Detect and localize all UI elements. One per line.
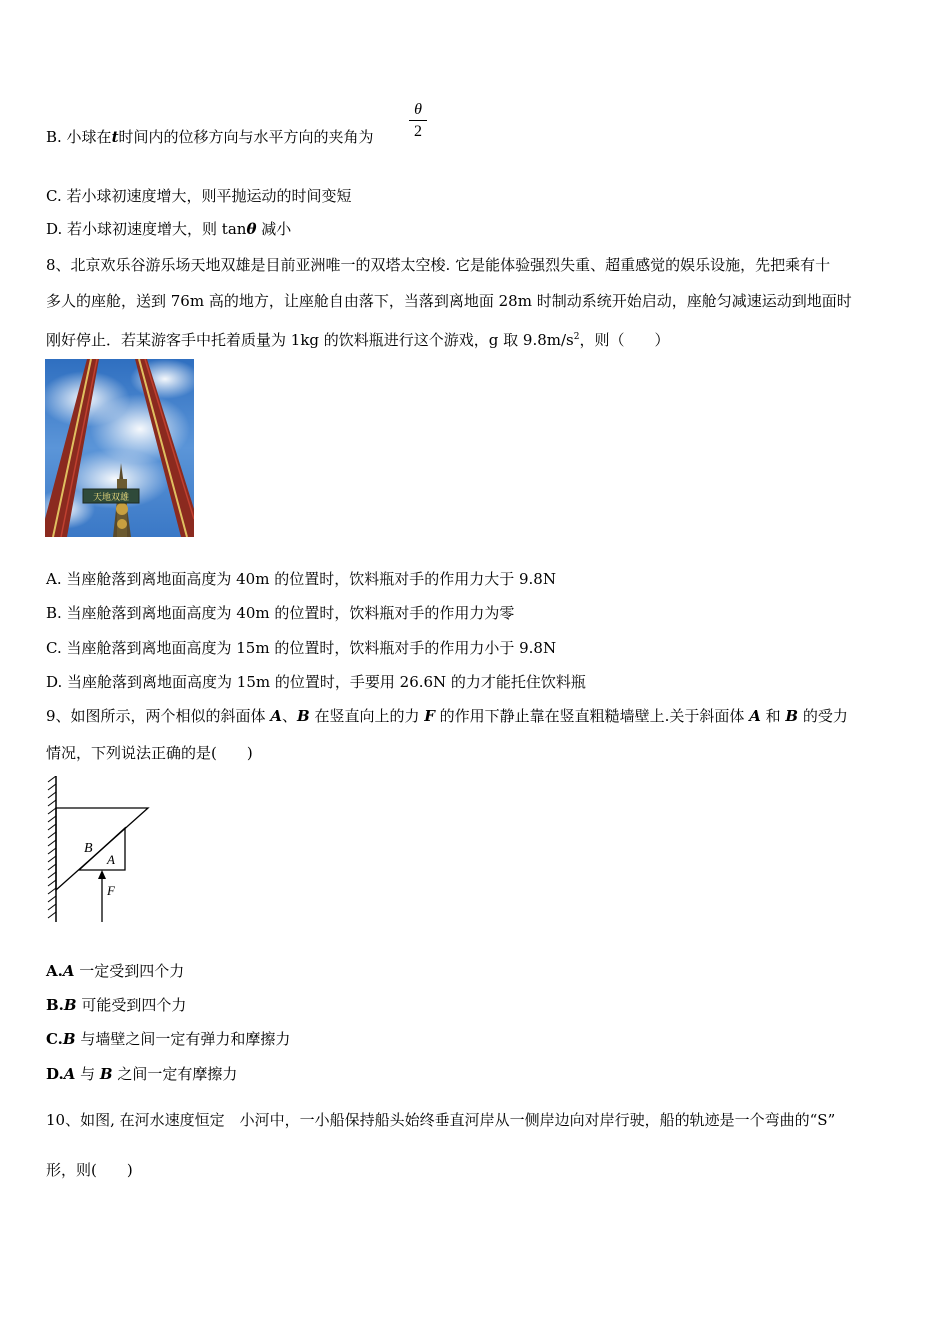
q7-option-b: B. 小球在t时间内的位移方向与水平方向的夹角为 xyxy=(46,128,374,146)
label-f: F xyxy=(107,883,115,898)
q9-option-a: A.A 一定受到四个力 xyxy=(46,962,185,980)
q7-option-d: D. 若小球初速度增大，则 tanθ 减小 xyxy=(46,220,292,238)
q8-option-d: D. 当座舱落到离地面高度为 15m 的位置时，手要用 26.6N 的力才能托住饮料瓶 xyxy=(46,673,586,691)
q9-option-b: B.B 可能受到四个力 xyxy=(46,996,187,1014)
q9-stem-line2: 情况，下列说法正确的是( ) xyxy=(46,744,253,762)
q9-stem-line1: 9、如图所示，两个相似的斜面体 A、B 在竖直向上的力 F 的作用下静止靠在竖直粗糙墙壁上.关于斜面体 A 和 B 的受力 xyxy=(46,707,848,725)
q8-option-c: C. 当座舱落到离地面高度为 15m 的位置时，饮料瓶对手的作用力小于 9.8N xyxy=(46,639,557,657)
q7-option-c: C. 若小球初速度增大，则平抛运动的时间变短 xyxy=(46,187,352,205)
q8-stem-line1: 8、北京欢乐谷游乐场天地双雄是目前亚洲唯一的双塔太空梭. 它是能体验强烈失重、超重感觉的娱乐设施，先把乘有十 xyxy=(46,256,831,274)
q8-stem-line2: 多人的座舱，送到 76m 高的地方，让座舱自由落下，当落到离地面 28m 时制动系统开始启动，座舱匀减速运动到地面时 xyxy=(46,292,852,310)
q9-option-c: C.B 与墙壁之间一定有弹力和摩擦力 xyxy=(46,1030,291,1048)
label-a: A xyxy=(107,852,115,867)
q8-stem-line3: 刚好停止．若某游客手中托着质量为 1kg 的饮料瓶进行这个游戏，g 取 $9.8m/s^2$，则（ ） xyxy=(46,331,670,349)
q8-option-b: B. 当座舱落到离地面高度为 40m 的位置时，饮料瓶对手的作用力为零 xyxy=(46,604,515,622)
wedge-diagram xyxy=(44,776,164,930)
label-b: B xyxy=(84,841,93,856)
sign-text: 天地双雄 xyxy=(92,493,130,503)
fraction-theta-over-2: $\frac{\theta}{2}$ xyxy=(409,100,427,143)
drop-tower-photo xyxy=(45,359,194,537)
q9-option-d: D.A 与 B 之间一定有摩擦力 xyxy=(46,1065,238,1083)
q10-stem-line2: 形，则( ) xyxy=(46,1161,133,1179)
q10-stem-line1: 10、如图, 在河水速度恒定 小河中，一小船保持船头始终垂直河岸从一侧岸边向对岸行驶，船的轨迹是一个弯曲的“S” xyxy=(46,1111,836,1129)
q8-option-a: A. 当座舱落到离地面高度为 40m 的位置时，饮料瓶对手的作用力大于 9.8N xyxy=(46,570,556,588)
